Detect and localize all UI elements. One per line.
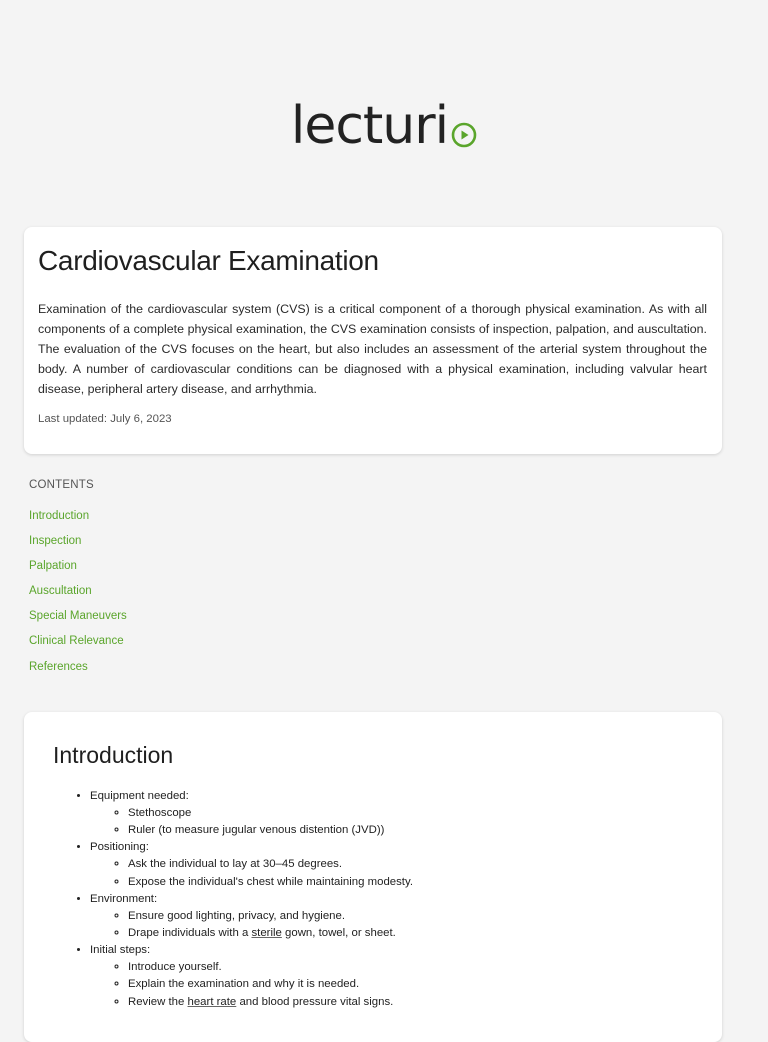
introduction-section — [24, 712, 722, 1042]
toc-link-palpation[interactable]: Palpation — [29, 560, 77, 573]
sub-list-item: ◦ Ensure good lighting, privacy, and hygiene. — [128, 908, 692, 925]
toc-link-inspection[interactable]: Inspection — [29, 535, 82, 548]
article-header-card — [24, 227, 722, 454]
list-item-label: Equipment needed: — [90, 790, 189, 802]
last-updated: Last updated: July 6, 2023 — [38, 413, 172, 425]
sub-list — [128, 805, 692, 839]
drape-text-after: gown, towel, or sheet. — [281, 927, 396, 940]
play-circle-icon — [451, 122, 477, 148]
review-text-after: and blood pressure vital signs. — [236, 995, 394, 1008]
list-item-label: Initial steps: — [90, 944, 151, 957]
sub-list — [128, 856, 692, 890]
list-item — [90, 839, 692, 890]
sub-list-item — [128, 994, 692, 1011]
toc-link-auscultation[interactable]: Auscultation — [29, 585, 92, 598]
heart-rate-link[interactable]: heart rate — [187, 995, 237, 1008]
sub-list-item: ◦ Introduce yourself. — [128, 959, 692, 976]
sub-list-item: ◦ Stethoscope — [128, 805, 692, 822]
intro-list — [90, 788, 692, 1011]
list-item — [90, 942, 692, 1011]
sub-list-item: ◦ Explain the examination and why it is needed. — [128, 976, 692, 993]
sub-list-item: ◦ Ruler (to measure jugular venous distention (JVD)) — [128, 822, 692, 839]
section-title: Introduction — [53, 742, 174, 768]
list-item — [90, 891, 692, 942]
list-item-label: Positioning: — [90, 841, 149, 854]
sub-list-item: ◦ Expose the individual's chest while maintaining modesty. — [128, 874, 692, 891]
table-of-contents — [29, 479, 127, 685]
sub-list-item — [128, 925, 692, 942]
list-item — [90, 788, 692, 839]
sub-list-item: ◦ Ask the individual to lay at 30–45 degrees. — [128, 856, 692, 873]
toc-link-clinical-relevance[interactable]: Clinical Relevance — [29, 635, 124, 648]
list-item-label: Environment: — [90, 892, 158, 905]
sub-list — [128, 959, 692, 1011]
logo-text: lecturi — [290, 96, 449, 156]
page-title: Cardiovascular Examination — [38, 245, 379, 276]
review-text-before: Review the — [128, 995, 188, 1008]
sub-list — [128, 908, 692, 942]
toc-link-introduction[interactable]: Introduction — [29, 510, 90, 522]
header — [0, 96, 768, 156]
lecturio-logo[interactable] — [290, 96, 477, 156]
article-description: Examination of the cardiovascular system (CVS) is a critical component of a thorough physical examination. As with all components of a complete physical examination, the CVS examination consists of inspection, palpation, and auscultation. The evaluation of the CVS focuses on the heart, but also includes an assessment of the arterial system throughout the body. A number of cardiovascular conditions can be diagnosed with a physical examination, including valvular heart disease, peripheral artery disease, and arrhythmia. — [38, 302, 707, 396]
drape-text-before: Drape individuals with a — [128, 927, 252, 940]
toc-link-references[interactable]: References — [29, 660, 88, 673]
contents-heading: CONTENTS — [29, 479, 94, 491]
toc-link-special-maneuvers[interactable]: Special Maneuvers — [29, 610, 127, 623]
sterile-link[interactable]: sterile — [251, 927, 282, 940]
